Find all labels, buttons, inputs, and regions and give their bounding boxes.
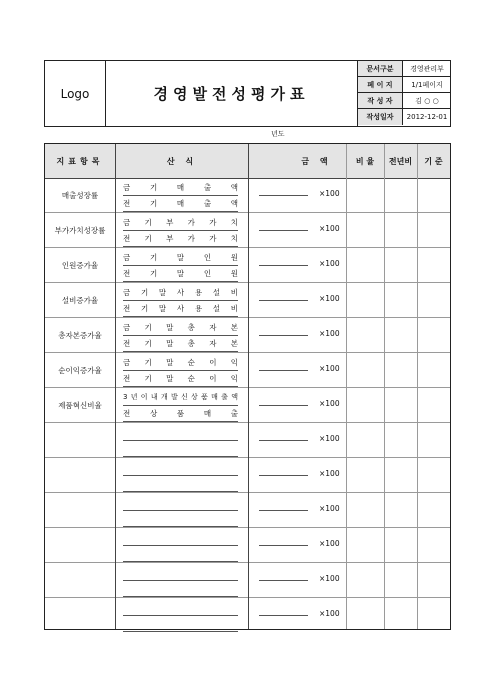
- multiplier-label: ×100: [319, 294, 340, 303]
- indicator-label: [45, 493, 115, 527]
- indicator-label: 매출성장률: [61, 190, 99, 200]
- meta-row-page: [358, 77, 451, 93]
- amount-line: [259, 510, 308, 511]
- fraction-line: [123, 545, 238, 546]
- formula-denominator: [123, 615, 238, 631]
- amount-line: [259, 545, 308, 546]
- fraction-line: [123, 440, 238, 441]
- amount-line: [259, 230, 308, 231]
- document-meta: [357, 61, 451, 126]
- formula-denominator: [123, 510, 238, 526]
- fraction-line: [123, 195, 238, 196]
- formula-denominator: [123, 580, 238, 596]
- formula-numerator: 금 기 부 가 가 치: [123, 217, 238, 227]
- formula-underline: [123, 316, 238, 317]
- fraction-line: [123, 335, 238, 336]
- fraction-line: [123, 615, 238, 616]
- indicator-label: [45, 458, 115, 492]
- meta-row-doc-type: [358, 61, 451, 77]
- meta-label: 문서구분: [358, 61, 403, 76]
- amount-line: [259, 370, 308, 371]
- formula-numerator: [123, 599, 238, 615]
- formula-denominator: 전 기 말 인 원: [123, 268, 238, 278]
- formula-denominator: [123, 440, 238, 456]
- formula-numerator: 금 기 말 총 자 본: [123, 322, 238, 332]
- indicator-label: 설비증가율: [61, 295, 99, 305]
- indicator-label: 인원증가율: [61, 260, 99, 270]
- column-divider: [115, 144, 116, 629]
- column-header-ratio: 비 율: [355, 156, 375, 166]
- formula-underline: [123, 351, 238, 352]
- formula-denominator: 전 기 말 사 용 설 비: [123, 303, 238, 313]
- formula-numerator: 3 년 이 내 개 발 신 상 품 매 출 액: [123, 393, 238, 401]
- amount-line: [259, 615, 308, 616]
- amount-line: [259, 475, 308, 476]
- amount-line: [259, 440, 308, 441]
- formula-numerator: [123, 564, 238, 580]
- multiplier-label: ×100: [319, 574, 340, 583]
- formula-underline: [123, 421, 238, 422]
- column-divider: [248, 144, 249, 629]
- formula-underline: [123, 386, 238, 387]
- indicator-label: [45, 598, 115, 632]
- column-header-yoy: 전년비: [388, 156, 413, 166]
- fraction-line: [123, 300, 238, 301]
- multiplier-label: ×100: [319, 609, 340, 618]
- meta-value: 1/1페이지: [411, 80, 443, 89]
- formula-underline: [123, 561, 238, 562]
- formula-underline: [123, 211, 238, 212]
- multiplier-label: ×100: [319, 469, 340, 478]
- formula-underline: [123, 456, 238, 457]
- amount-line: [259, 580, 308, 581]
- amount-line: [259, 335, 308, 336]
- evaluation-table: [44, 143, 451, 630]
- indicator-label: 부가가치성장률: [54, 225, 106, 235]
- indicator-label: 순이익증가율: [58, 365, 102, 375]
- meta-value: 2012-12-01: [406, 113, 448, 121]
- multiplier-label: ×100: [319, 399, 340, 408]
- meta-row-date: [358, 109, 451, 125]
- formula-numerator: [123, 424, 238, 440]
- multiplier-label: ×100: [319, 539, 340, 548]
- formula-denominator: 전 기 말 총 자 본: [123, 338, 238, 348]
- formula-numerator: 금 기 말 인 원: [123, 252, 238, 262]
- amount-line: [259, 195, 308, 196]
- meta-label: 작성일자: [358, 109, 403, 125]
- multiplier-label: ×100: [319, 504, 340, 513]
- indicator-label: 제품혁신비율: [58, 400, 102, 410]
- formula-numerator: [123, 459, 238, 475]
- document-title: 경영발전성평가표: [153, 85, 310, 103]
- column-divider: [417, 144, 418, 629]
- formula-numerator: [123, 529, 238, 545]
- fraction-line: [123, 265, 238, 266]
- amount-line: [259, 300, 308, 301]
- formula-underline: [123, 246, 238, 247]
- formula-denominator: [123, 475, 238, 491]
- formula-numerator: 금 기 말 순 이 익: [123, 357, 238, 367]
- meta-value: 경영관리부: [410, 64, 444, 73]
- formula-underline: [123, 526, 238, 527]
- column-header-amount: 금 액: [301, 156, 332, 166]
- formula-denominator: [123, 545, 238, 561]
- meta-value: 김 ○ ○: [415, 96, 439, 105]
- meta-label: 페 이 지: [358, 77, 403, 92]
- formula-denominator: 전 기 부 가 가 치: [123, 233, 238, 243]
- formula-underline: [123, 631, 238, 632]
- formula-denominator: 전 상 품 매 출: [123, 408, 238, 418]
- indicator-label: [45, 423, 115, 457]
- document-header: [44, 60, 451, 127]
- fraction-line: [123, 230, 238, 231]
- formula-denominator: 전 기 말 순 이 익: [123, 373, 238, 383]
- multiplier-label: ×100: [319, 329, 340, 338]
- formula-underline: [123, 491, 238, 492]
- column-header-formula: 산 식: [166, 156, 198, 166]
- fraction-line: [123, 510, 238, 511]
- multiplier-label: ×100: [319, 434, 340, 443]
- multiplier-label: ×100: [319, 189, 340, 198]
- meta-row-author: [358, 93, 451, 109]
- formula-numerator: 금 기 매 출 액: [123, 182, 238, 192]
- multiplier-label: ×100: [319, 224, 340, 233]
- year-label: 년도: [271, 130, 285, 138]
- column-header-indicator: 지표항목: [56, 156, 104, 166]
- fraction-line: [123, 405, 238, 406]
- indicator-label: [45, 563, 115, 597]
- logo: Logo: [45, 61, 106, 126]
- fraction-line: [123, 370, 238, 371]
- formula-denominator: 전 기 매 출 액: [123, 198, 238, 208]
- indicator-label: [45, 528, 115, 562]
- formula-numerator: 금 기 말 사 용 설 비: [123, 287, 238, 297]
- column-divider: [346, 144, 347, 629]
- amount-line: [259, 405, 308, 406]
- fraction-line: [123, 580, 238, 581]
- multiplier-label: ×100: [319, 259, 340, 268]
- column-divider: [384, 144, 385, 629]
- formula-underline: [123, 281, 238, 282]
- formula-numerator: [123, 494, 238, 510]
- multiplier-label: ×100: [319, 364, 340, 373]
- formula-underline: [123, 596, 238, 597]
- meta-label: 작 성 자: [358, 93, 403, 108]
- column-header-standard: 기 준: [424, 156, 443, 166]
- indicator-label: 총자본증가율: [58, 330, 102, 340]
- fraction-line: [123, 475, 238, 476]
- amount-line: [259, 265, 308, 266]
